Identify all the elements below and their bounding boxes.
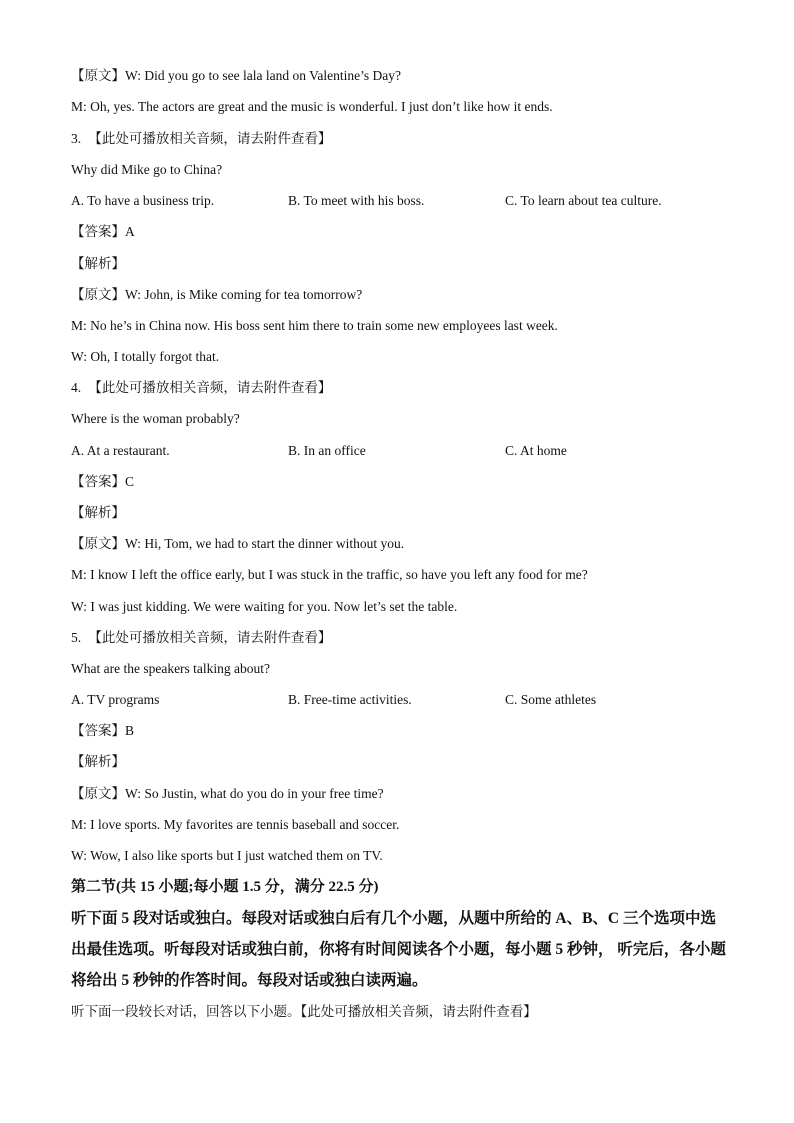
option-a: A. To have a business trip. xyxy=(71,193,215,208)
option-b: B. To meet with his boss. xyxy=(288,193,425,208)
transcript-line: W: I was just kidding. We were waiting for you. Now let’s set the table. xyxy=(71,599,458,614)
option-b: B. Free-time activities. xyxy=(288,692,412,707)
transcript-line: W: Wow, I also like sports but I just watched them on TV. xyxy=(71,848,383,863)
question-number: 3. xyxy=(71,131,82,146)
transcript-line: 【原文】W: Hi, Tom, we had to start the dinner without you. xyxy=(71,536,405,551)
analysis-label: 【解析】 xyxy=(71,505,125,520)
transcript-line: M: I know I left the office early, but I was stuck in the traffic, so have you left any food for me? xyxy=(71,567,588,582)
question-number: 4. xyxy=(71,380,82,395)
audio-link[interactable]: 【此处可播放相关音频，请去附件查看】 xyxy=(88,131,332,146)
option-b: B. In an office xyxy=(288,443,366,458)
option-c: C. Some athletes xyxy=(505,692,597,707)
answer-label: 【答案】C xyxy=(71,474,135,489)
transcript-line: M: Oh, yes. The actors are great and the music is wonderful. I just don’t like how it ends. xyxy=(71,99,553,114)
audio-link[interactable]: 【此处可播放相关音频，请去附件查看】 xyxy=(88,380,332,395)
analysis-label: 【解析】 xyxy=(71,256,125,271)
question-3-text: Why did Mike go to China? xyxy=(71,162,223,177)
option-c: C. To learn about tea culture. xyxy=(505,193,662,208)
instruction-line: 听下面一段较长对话，回答以下小题。【此处可播放相关音频，请去附件查看】 xyxy=(71,1004,537,1019)
section-title: 第二节(共 15 小题;每小题 1.5 分，满分 22.5 分) xyxy=(71,879,379,895)
transcript-line: M: No he’s in China now. His boss sent him there to train some new employees last week. xyxy=(71,318,558,333)
question-3-options xyxy=(71,192,731,210)
option-a: A. TV programs xyxy=(71,692,160,707)
answer-label: 【答案】B xyxy=(71,723,135,738)
transcript-line: M: I love sports. My favorites are tennis baseball and soccer. xyxy=(71,817,400,832)
section-instructions: 听下面 5 段对话或独白。每段对话或独白后有几个小题，从题中所给的 A、B、C 三个选项中选出最佳选项。听每段对话或独白前，你将有时间阅读各个小题，每小题 5 秒钟， 听完后，各小题将给出 5 秒钟的作答时间。每段对话或独白读两遍。 xyxy=(71,910,726,989)
question-3-header xyxy=(71,130,331,148)
option-c: C. At home xyxy=(505,443,567,458)
question-4-options xyxy=(71,442,731,460)
transcript-line: 【原文】W: Did you go to see lala land on Valentine’s Day? xyxy=(71,68,401,83)
option-a: A. At a restaurant. xyxy=(71,443,170,458)
question-5-header xyxy=(71,629,331,647)
question-5-text: What are the speakers talking about? xyxy=(71,661,271,676)
answer-label: 【答案】A xyxy=(71,224,135,239)
audio-link[interactable]: 【此处可播放相关音频，请去附件查看】 xyxy=(88,630,332,645)
question-4-text: Where is the woman probably? xyxy=(71,411,240,426)
transcript-line: 【原文】W: John, is Mike coming for tea tomorrow? xyxy=(71,287,363,302)
transcript-line: 【原文】W: So Justin, what do you do in your free time? xyxy=(71,786,384,801)
question-number: 5. xyxy=(71,630,82,645)
question-4-header xyxy=(71,379,331,397)
analysis-label: 【解析】 xyxy=(71,754,125,769)
question-5-options xyxy=(71,691,731,709)
transcript-line: W: Oh, I totally forgot that. xyxy=(71,349,220,364)
